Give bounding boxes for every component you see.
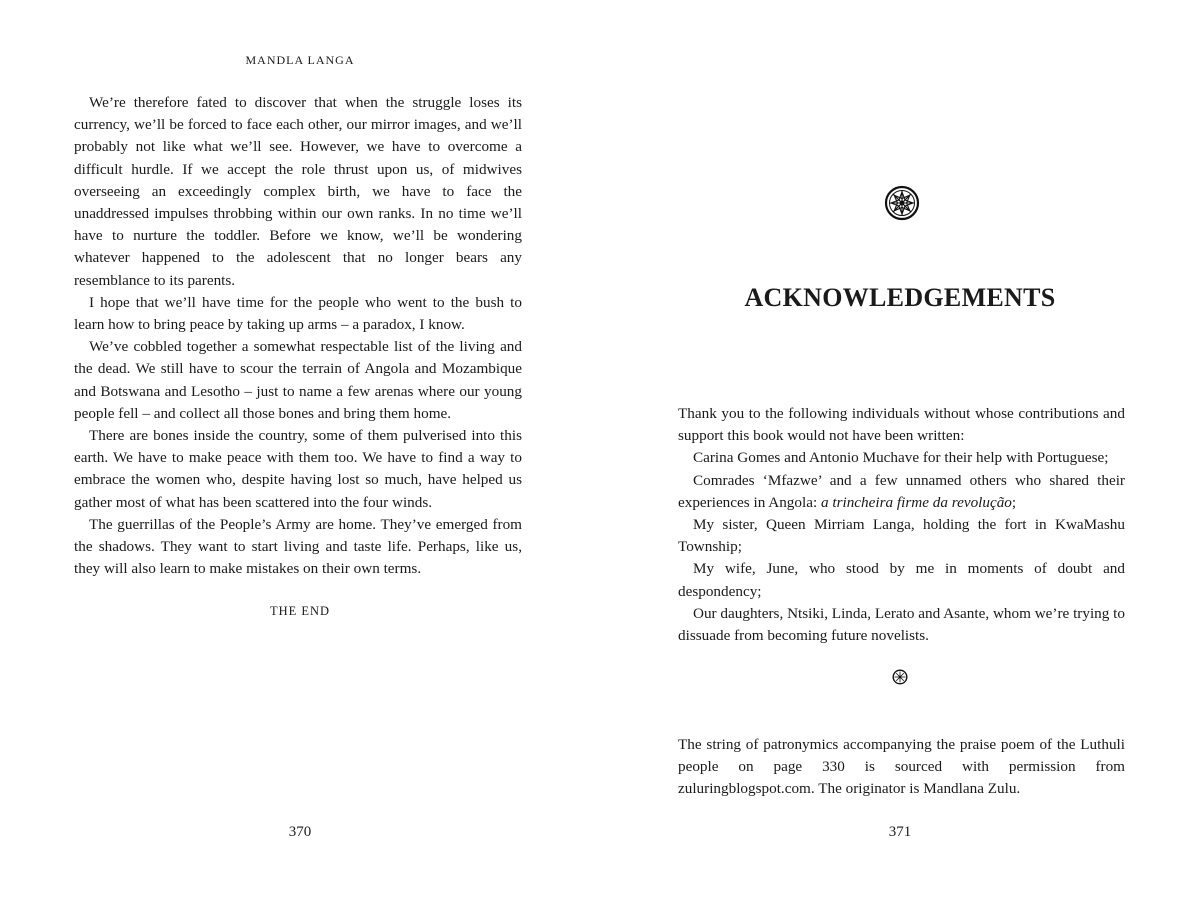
right-page [600,0,1200,917]
note-paragraph: The string of patronymics accompanying the praise poem of the Luthuli people on page 330 is sourced with permission from zuluringblogspot.com. The originator is Mandlana Zulu. [678,736,1125,798]
paragraph: There are bones inside the country, some of them pulverised into this earth. We have to make peace with them too. We have to find a way to embrace the women who, despite having lost so much, have helped us gather most of what has been scattered into the four winds. [74,427,522,511]
page-number: 370 [288,824,312,840]
closing-text [74,92,522,580]
ack-item: My wife, June, who stood by me in moments of doubt and despondency; [678,560,1125,600]
ack-item: Carina Gomes and Antonio Muchave for their help with Portuguese; [693,449,1109,467]
page-number: 371 [888,824,912,840]
chapter-title: ACKNOWLEDGEMENTS [744,283,1056,312]
ack-item-text: Comrades ‘Mfazwe’ and a few unnamed others who shared their experiences in Angola: [678,471,1125,511]
paragraph: I hope that we’ll have time for the people who went to the bush to learn how to bring peace by taking up arms – a paradox, I know. [74,293,522,334]
ack-item [678,470,1125,514]
ack-item: Our daughters, Ntsiki, Linda, Lerato and Asante, whom we’re trying to dissuade from becoming future novelists. [678,604,1125,645]
intro-paragraph: Thank you to the following individuals without whose contributions and support this book would not have been written: [678,405,1125,445]
permission-note [678,734,1125,801]
paragraph: We’re therefore fated to discover that when the struggle loses its currency, we’ll be forced to face each other, our mirror images, and we’ll probably not like what we’ll see. However, we have to overcome a difficult hurdle. If we accept the role thrust upon us, of midwives overseeing an exceedingly complex birth, we have to face the unaddressed impulses throbbing within our own ranks. In no time we’ll have to nurture the toddler. Before we know, we’ll be wondering whatever happened to the adolescent that no longer bears any resemblance to its parents. [74,94,522,289]
portuguese-phrase: a trincheira firme da revolução [820,493,1012,511]
ack-item-punctuation: ; [1011,493,1017,511]
ack-item: My sister, Queen Mirriam Langa, holding the fort in KwaMashu Township; [678,516,1125,556]
small-rosette-ornament-icon [892,669,908,685]
paragraph: We’ve cobbled together a somewhat respectable list of the living and the dead. We still have to scour the terrain of Angola and Mozambique and Botswana and Lesotho – just to name a few arenas where our young people fell – and collect all those bones and bring them home. [74,338,522,422]
rosette-ornament-icon [884,185,920,221]
the-end-marker: THE END [269,604,331,618]
acknowledgements-text [678,403,1125,647]
paragraph: The guerrillas of the People’s Army are home. They’ve emerged from the shadows. They want to start living and taste life. Perhaps, like us, they will also learn to make mistakes on their own terms. [74,515,522,578]
running-head: MANDLA LANGA [245,53,355,67]
